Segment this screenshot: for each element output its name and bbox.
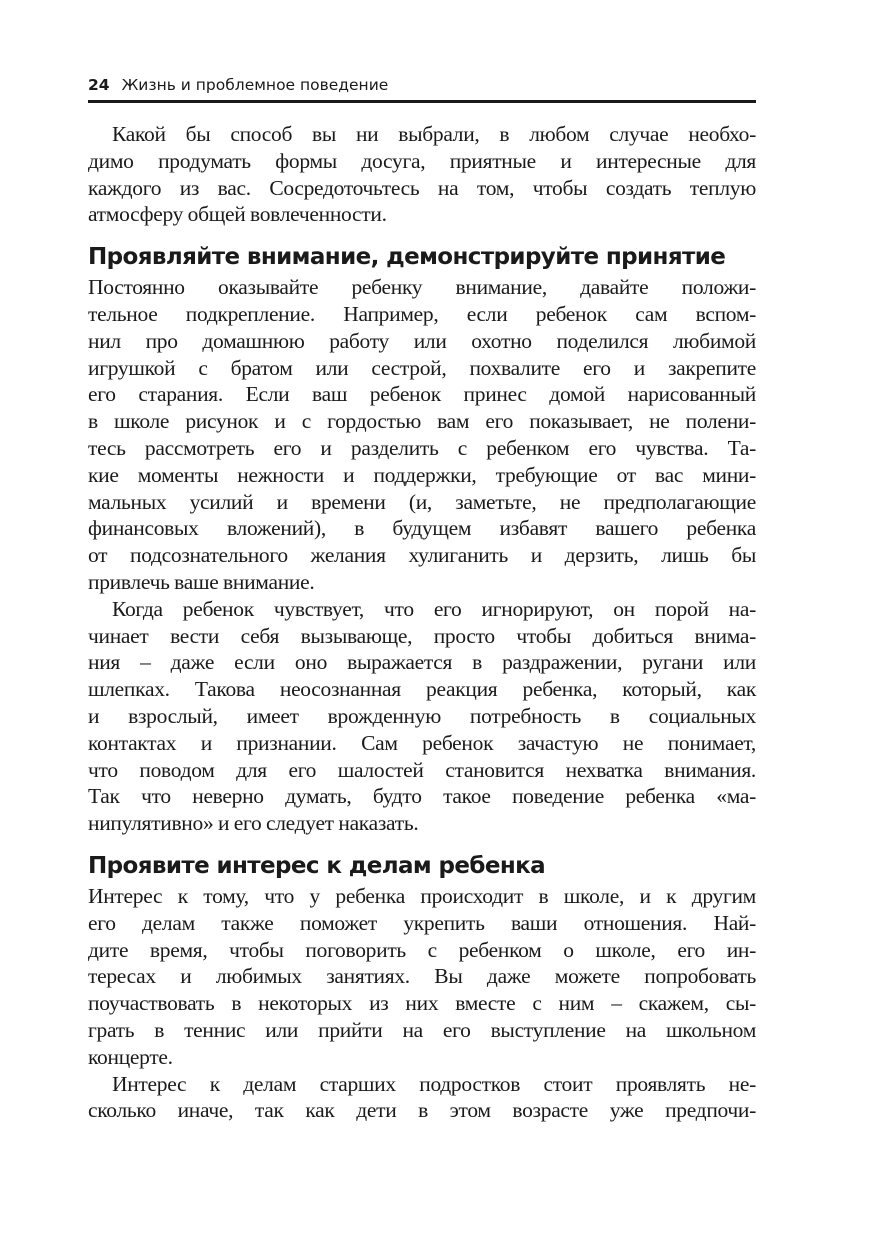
text-line: тесь рассмотреть его и разделить с ребенком его чувства. Та- [88,435,756,460]
text-line: финансовых вложений), в будущем избавят вашего ребенка [88,516,756,541]
text-line: концерте. [88,1044,173,1069]
section-heading: Проявляйте внимание, демонстрируйте принятие [88,244,726,271]
page-number: 24 [88,76,110,94]
section2-paragraph1 [88,883,756,1071]
text-line: и взрослый, имеет врожденную потребность в социальных [88,703,756,728]
text-line: в школе рисунок и с гордостью вам его показывает, не полени- [88,409,756,434]
section2-paragraph2 [88,1071,756,1125]
text-line: кие моменты нежности и поддержки, требующие от вас мини- [88,462,756,487]
text-line: поучаствовать в некоторых из них вместе с ним – скажем, сы- [88,991,756,1016]
text-line: Когда ребенок чувствует, что его игнорируют, он порой на- [112,596,756,621]
text-line: Интерес к делам старших подростков стоит проявлять не- [112,1071,756,1096]
text-line: Интерес к тому, что у ребенка происходит в школе, и к другим [88,883,756,908]
text-line: ния – даже если оно выражается в раздражении, ругани или [88,650,756,675]
running-title: Жизнь и проблемное поведение [121,76,389,94]
text-line: контактах и признании. Сам ребенок зачастую не понимает, [88,730,756,755]
text-line: его старания. Если ваш ребенок принес домой нарисованный [88,382,756,407]
section1-paragraph2 [88,596,756,837]
book-page [88,72,756,1124]
section1-paragraph1 [88,274,756,596]
text-line: что поводом для его шалостей становится нехватка внимания. [88,757,756,782]
section-heading: Проявите интерес к делам ребенка [88,852,546,879]
text-line: игрушкой с братом или сестрой, похвалите его и закрепите [88,355,756,380]
text-line: от подсознательного желания хулиганить и дерзить, лишь бы [88,543,756,568]
text-line: Так что неверно думать, будто такое поведение ребенка «ма- [88,784,756,809]
text-line: его делам также поможет укрепить ваши отношения. Най- [88,910,756,935]
text-line: сколько иначе, так как дети в этом возрасте уже предпочи- [88,1098,756,1123]
text-line: шлепках. Такова неосознанная реакция ребенка, который, как [88,677,756,702]
running-header [88,72,756,98]
text-line: привлечь ваше внимание. [88,569,315,594]
text-line: атмосферу общей вовлеченности. [88,202,387,227]
text-line: нипулятивно» и его следует наказать. [88,811,419,836]
text-line: грать в теннис или прийти на его выступление на школьном [88,1017,756,1042]
text-line: нил про домашнюю работу или охотно поделился любимой [88,328,756,353]
text-line: дите время, чтобы поговорить с ребенком о школе, его ин- [88,937,756,962]
text-line: димо продумать формы досуга, приятные и интересные для [88,148,756,173]
text-line: каждого из вас. Сосредоточьтесь на том, чтобы создать теплую [88,175,756,200]
text-line: тельное подкрепление. Например, если ребенок сам вспом- [88,301,756,326]
text-line: тересах и любимых занятиях. Вы даже можете попробовать [88,964,756,989]
intro-paragraph [88,121,756,228]
text-line: чинает вести себя вызывающе, просто чтобы добиться внима- [88,623,756,648]
text-line: Постоянно оказывайте ребенку внимание, давайте положи- [88,275,756,300]
text-line: Какой бы способ вы ни выбрали, в любом случае необхо- [112,122,756,146]
header-rule [88,100,756,103]
text-line: мальных усилий и времени (и, заметьте, не предполагающие [88,489,756,514]
